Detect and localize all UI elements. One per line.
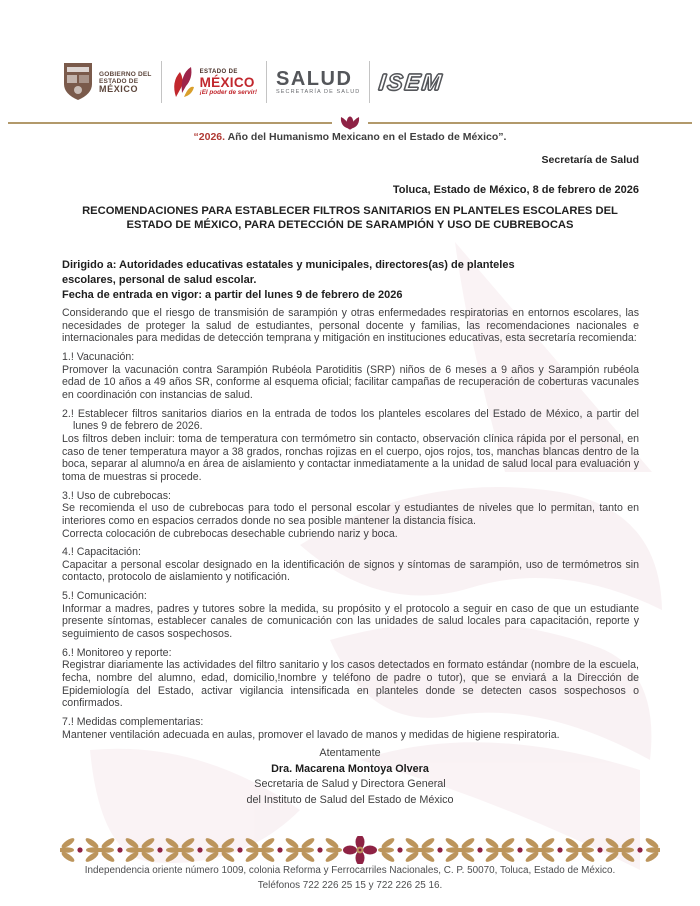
logo-gobierno-line3: MÉXICO [99, 83, 139, 94]
closing-word: Atentamente [319, 747, 381, 759]
item-5-heading: 5.! Comunicación: [62, 590, 147, 603]
logo-estado-line2: MÉXICO [199, 74, 255, 90]
four-petal-flower-icon [343, 836, 377, 864]
intro-paragraph: Considerando que el riesgo de transmisión de sarampión y otras enfermedades respiratorias en entornos escolares, las necesidades de proteger la salud de estudiantes, personal docente y familias, las recomendaciones nacionales e internacionales para medidas de detección temprana y mitigación en instituciones educativas, esta secretaría recomienda: [62, 307, 639, 345]
dateline: Toluca, Estado de México, 8 de febrero de 2026 [392, 184, 639, 196]
item-3-paragraph-2: Correcta colocación de cubrebocas desechable cubriendo nariz y boca. [62, 527, 398, 540]
logo-gobierno-line1: GOBIERNO DEL [99, 70, 152, 78]
motto-text: Año del Humanismo Mexicano en el Estado de México”. [225, 131, 507, 143]
effective-date-line: Fecha de entrada en vigor: a partir del lunes 9 de febrero de 2026 [62, 289, 403, 301]
header-divider [8, 114, 692, 132]
logo-isem-wordmark: ISEM [378, 68, 446, 95]
item-7-paragraph: Mantener ventilación adecuada en aulas, promover el lavado de manos y medidas de higiene respiratoria. [62, 728, 560, 741]
logo-gobierno-text [99, 71, 152, 94]
divider-line-left [8, 122, 332, 124]
signature-block [0, 746, 700, 808]
addressee-line: Dirigido a: Autoridades educativas estatales y municipales, directores(as) de planteles escolares, personal de salud escolar. [62, 259, 515, 286]
tulip-flower-icon [339, 115, 361, 132]
item-4-capacitacion [62, 546, 639, 584]
item-5-paragraph: Informar a madres, padres y tutores sobre la medida, su propósito y el protocolo a seguir en caso de que un estudiante presente síntomas, establecer canales de comunicación con las unidades de salud locales para capacitación, reporte y seguimiento de casos sospechosos. [62, 602, 639, 641]
item-4-paragraph: Capacitar a personal escolar designado en la identificación de signos y síntomas de sarampión, uso de termómetros sin contacto, protocolo de aislamiento y notificación. [62, 558, 639, 584]
logo-separator [369, 61, 370, 103]
item-6-paragraph: Registrar diariamente las actividades del filtro sanitario y los casos detectados en formato estándar (nombre de la escuela, fecha, nombre del alumno, edad, domicilio,!nombre y teléfono de padre o tutor), que se enviará a la Dirección de Epidemiología del Estado, activar vigilancia intensificada en planteles donde se detecten casos sospechosos o confirmados. [62, 659, 639, 710]
logo-salud-wordmark: SALUD [276, 68, 353, 90]
item-5-comunicacion [62, 590, 639, 641]
item-6-heading: 6.! Monitoreo y reporte: [62, 646, 172, 659]
item-7-medidas [62, 716, 639, 741]
header-logos [62, 57, 444, 107]
year-motto [0, 131, 700, 143]
item-2-heading: 2.! Establecer filtros sanitarios diarios en la entrada de todos los planteles escolares del Estado de México, a partir del lunes 9 de febrero de 2026. [62, 407, 639, 433]
item-2-paragraph: Los filtros deben incluir: toma de temperatura con termómetro sin contacto, observación clínica rápida por el personal, en caso de tener temperatura mayor a 38 grados, ronchas rojizas en el cuerpo, ojos rojos, tos, manchas blancas dentro de la boca, separar al alumno/a en área de aislamiento y contactar inmediatamente a la unidad de salud local para evaluación y toma de muestras si procede. [62, 432, 639, 483]
ornamental-laurel-border [60, 836, 660, 864]
divider-line-right [368, 122, 692, 124]
logo-separator [266, 61, 267, 103]
signatory-title-2: del Instituto de Salud del Estado de México [246, 793, 454, 806]
motto-year: “2026. [193, 131, 226, 143]
signatory-name: Dra. Macarena Montoya Olvera [271, 762, 429, 775]
edomex-bird-logo-icon [171, 65, 195, 99]
item-3-paragraph: Se recomienda el uso de cubrebocas para todo el personal escolar y estudiantes de niveles que lo permitan, tanto en interiores como en espacios cerrados donde no sea posible mantener la distancia física. [62, 502, 639, 527]
item-1-vacunacion [62, 351, 639, 402]
logo-gobierno-line2: ESTADO DE [99, 78, 139, 86]
footer-phones: Teléfonos 722 226 25 15 y 722 226 25 16. [257, 879, 443, 891]
logo-estado-text [200, 69, 257, 96]
document-title: RECOMENDACIONES PARA ESTABLECER FILTROS SANITARIOS EN PLANTELES ESCOLARES DEL ESTADO DE MÉXICO, PARA DETECCIÓN DE SARAMPIÓN Y USO DE CUBREBOCAS [82, 205, 618, 231]
logo-salud-subtitle: SECRETARÍA DE SALUD [276, 89, 361, 95]
logo-gobierno-edomex [62, 62, 152, 102]
item-3-cubrebocas [62, 490, 639, 541]
logo-estado-slogan: ¡El poder de servir! [199, 88, 257, 96]
footer-contact [28, 864, 672, 893]
logo-estado-de-mexico [171, 65, 257, 99]
item-3-heading: 3.! Uso de cubrebocas: [62, 489, 171, 502]
logo-salud [276, 69, 360, 95]
signatory-title-1: Secretaria de Salud y Directora General [254, 778, 446, 791]
logo-separator [161, 61, 162, 103]
item-6-monitoreo [62, 647, 639, 710]
item-1-paragraph: Promover la vacunación contra Sarampión Rubéola Parotiditis (SRP) niños de 6 meses a 9 años y Sarampión rubéola edad de 10 años a 49 años SR, conforme al esquema oficial; facilitar campañas de recuperación de coberturas vacunales en coordinación con instancias de salud. [62, 363, 639, 401]
letter-body [62, 307, 639, 741]
footer-address: Independencia oriente número 1009, colonia Reforma y Ferrocarriles Nacionales, C. P. 50070, Toluca, Estado de México. [84, 865, 616, 876]
item-1-heading: 1.! Vacunación: [62, 350, 135, 363]
department-label: Secretaría de Salud [541, 154, 639, 166]
item-4-heading: 4.! Capacitación: [62, 546, 141, 559]
edomex-coat-of-arms-icon [62, 62, 94, 102]
logo-estado-line1: ESTADO DE [199, 68, 238, 75]
item-7-heading: 7.! Medidas complementarias: [62, 716, 204, 729]
item-2-filtros [62, 408, 639, 484]
